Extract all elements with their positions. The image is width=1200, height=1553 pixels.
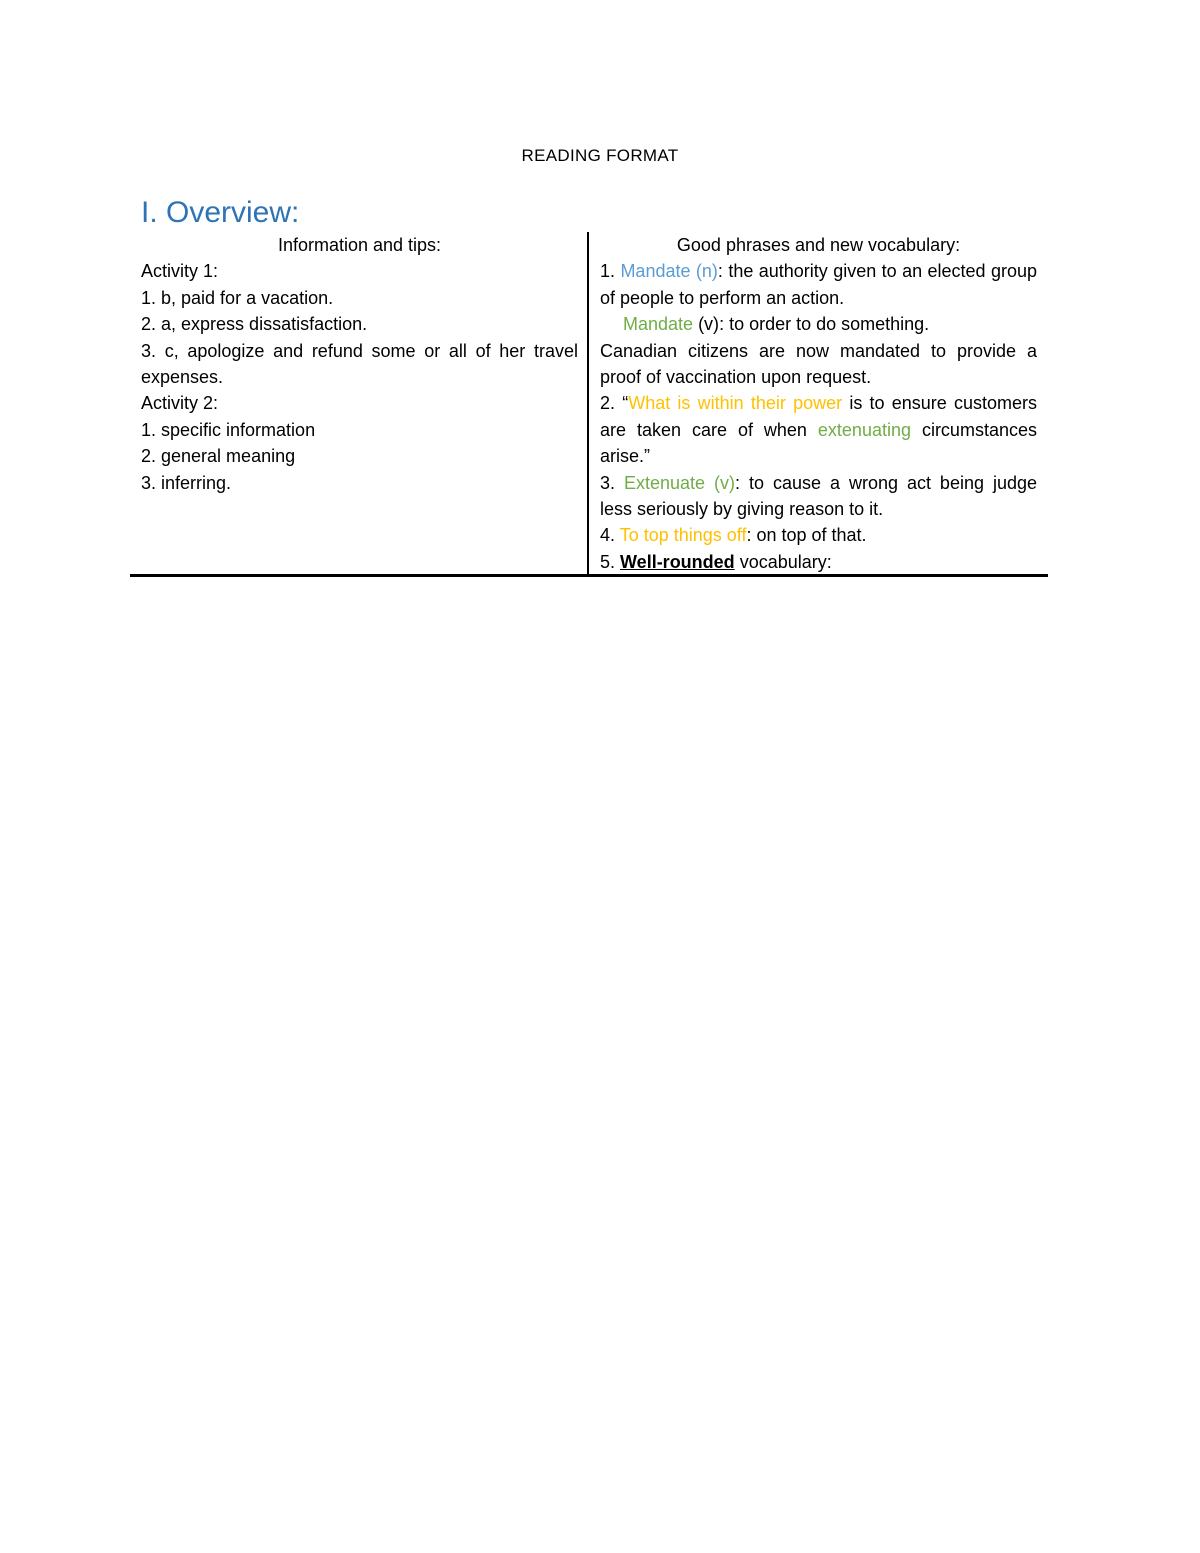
vocab-pos: (v) [693, 314, 720, 335]
vocab-item-3 [600, 470, 1037, 523]
vocab-term: Mandate [623, 314, 694, 335]
vocab-phrase: extenuating [817, 419, 911, 440]
vocabulary-column [600, 232, 1037, 574]
activity1-item: 1. b, paid for a vacation. [141, 287, 334, 308]
vocab-quote-end: circumstances arise.” [600, 419, 1037, 467]
vocab-item-4 [600, 522, 1037, 548]
vocab-example: Canadian citizens are now mandated to provide a proof of vaccination upon request. [600, 340, 1037, 388]
vocab-number: 5. [600, 551, 621, 572]
vocab-term: Well-rounded [620, 551, 735, 572]
vocab-number: 2. [600, 393, 623, 414]
vocabulary-header: Good phrases and new vocabulary: [676, 235, 961, 255]
open-quote: “ [622, 393, 629, 414]
vocab-definition: : on top of that. [746, 525, 867, 546]
vocab-definition: : to order to do something. [719, 314, 930, 335]
activity1-item: 2. a, express dissatisfaction. [141, 314, 368, 335]
vocab-number: 4. [600, 525, 620, 546]
vocab-item-1 [600, 258, 1037, 311]
column-divider [587, 232, 589, 574]
activity2-title: Activity 2: [141, 393, 219, 414]
activity2-item: 2. general meaning [141, 446, 296, 467]
overview-table [130, 232, 1048, 577]
vocab-definition: : to cause a wrong act being judge less seriously by giving reason to it. [600, 472, 1037, 520]
page-title: READING FORMAT [521, 146, 679, 165]
vocab-term: To top things off [619, 525, 747, 546]
vocab-quote-middle: is to ensure customers are taken care of when [600, 393, 1037, 440]
vocab-number: 1. [600, 261, 621, 282]
vocab-item-2 [600, 390, 1037, 469]
vocab-definition: vocabulary: [734, 551, 832, 572]
activity2-item: 3. inferring. [141, 472, 232, 493]
vocab-phrase: What is within their power [628, 393, 843, 414]
vocab-definition: : the authority given to an elected group of people to perform an action. [600, 261, 1037, 308]
activity1-title: Activity 1: [141, 261, 219, 282]
vocab-item-5 [600, 549, 1037, 575]
vocab-term: Extenuate (v) [623, 472, 736, 493]
info-tips-column [141, 232, 578, 574]
vocab-item-1b [600, 311, 1037, 337]
section-heading: I. Overview: [141, 196, 300, 229]
activity2-item: 1. specific information [141, 419, 316, 440]
info-tips-header: Information and tips: [277, 235, 442, 255]
activity1-item: 3. c, apologize and refund some or all of her travel expenses. [141, 340, 578, 388]
vocab-term: Mandate (n) [620, 261, 718, 282]
vocab-number: 3. [600, 472, 624, 493]
